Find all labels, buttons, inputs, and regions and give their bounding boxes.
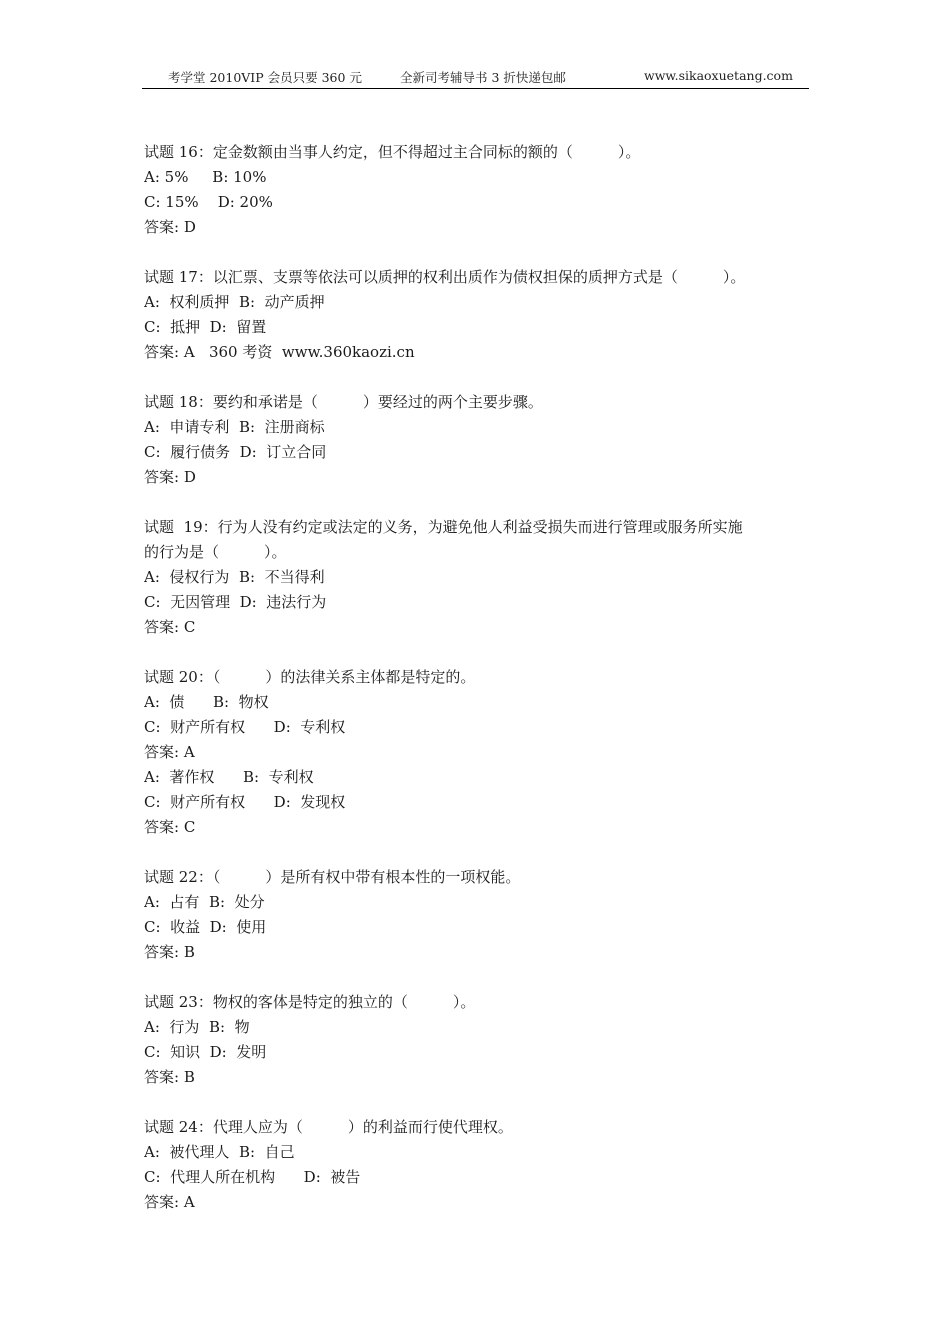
question-22 xyxy=(144,865,810,965)
question-18 xyxy=(144,390,810,490)
answer-line: 答案: D xyxy=(144,468,196,486)
page-header xyxy=(142,68,809,89)
options-cd: C: 知识 D: 发明 xyxy=(144,1043,267,1061)
question-text: 试题 17：以汇票、支票等依法可以质押的权利出质作为债权担保的质押方式是（ ）。 xyxy=(144,268,746,286)
header-offer-text: 全新司考辅导书 3 折快递包邮 xyxy=(400,70,566,85)
answer-line: 答案: C xyxy=(144,618,196,636)
answer-line: 答案: A xyxy=(144,743,195,761)
answer-line: 答案: B xyxy=(144,943,195,961)
answer-line: 答案: A xyxy=(144,1193,195,1211)
options-ab: A: 5% B: 10% xyxy=(144,168,267,186)
options-ab-extra: A: 著作权 B: 专利权 xyxy=(144,768,314,786)
options-cd: C: 代理人所在机构 D: 被告 xyxy=(144,1168,361,1186)
question-16 xyxy=(144,140,810,240)
options-ab: A: 申请专利 B: 注册商标 xyxy=(144,418,325,436)
answer-line: 答案: D xyxy=(144,218,196,236)
question-20 xyxy=(144,665,810,840)
options-cd: C: 无因管理 D: 违法行为 xyxy=(144,593,327,611)
options-ab: A: 权利质押 B: 动产质押 xyxy=(144,293,325,311)
options-ab: A: 被代理人 B: 自己 xyxy=(144,1143,295,1161)
question-text-continued: 的行为是（ ）。 xyxy=(144,543,287,561)
question-text: 试题 23：物权的客体是特定的独立的（ ）。 xyxy=(144,993,476,1011)
question-text: 试题 20：（ ）的法律关系主体都是特定的。 xyxy=(144,668,476,686)
answer-line: 答案: A 360 考资 www.360kaozi.cn xyxy=(144,343,415,361)
answer-line: 答案: B xyxy=(144,1068,195,1086)
options-cd: C: 15% D: 20% xyxy=(144,193,273,211)
header-website-link[interactable]: www.sikaoxuetang.com xyxy=(644,68,793,83)
header-promo-text: 考学堂 2010VIP 会员只要 360 元 xyxy=(168,70,362,85)
options-ab: A: 侵权行为 B: 不当得利 xyxy=(144,568,325,586)
options-cd: C: 收益 D: 使用 xyxy=(144,918,267,936)
question-list xyxy=(144,140,810,1215)
options-cd-extra: C: 财产所有权 D: 发现权 xyxy=(144,793,346,811)
question-text: 试题 18：要约和承诺是（ ）要经过的两个主要步骤。 xyxy=(144,393,543,411)
options-cd: C: 抵押 D: 留置 xyxy=(144,318,267,336)
question-text: 试题 22：（ ）是所有权中带有根本性的一项权能。 xyxy=(144,868,521,886)
question-text: 试题 16：定金数额由当事人约定，但不得超过主合同标的额的（ ）。 xyxy=(144,143,641,161)
question-23 xyxy=(144,990,810,1090)
options-cd: C: 财产所有权 D: 专利权 xyxy=(144,718,346,736)
options-ab: A: 占有 B: 处分 xyxy=(144,893,265,911)
options-cd: C: 履行债务 D: 订立合同 xyxy=(144,443,327,461)
answer-line-extra: 答案: C xyxy=(144,818,196,836)
question-17 xyxy=(144,265,810,365)
question-text: 试题 19：行为人没有约定或法定的义务，为避免他人利益受损失而进行管理或服务所实施 xyxy=(144,518,743,536)
question-text: 试题 24：代理人应为（ ）的利益而行使代理权。 xyxy=(144,1118,513,1136)
options-ab: A: 债 B: 物权 xyxy=(144,693,269,711)
question-24 xyxy=(144,1115,810,1215)
options-ab: A: 行为 B: 物 xyxy=(144,1018,250,1036)
question-19 xyxy=(144,515,810,640)
